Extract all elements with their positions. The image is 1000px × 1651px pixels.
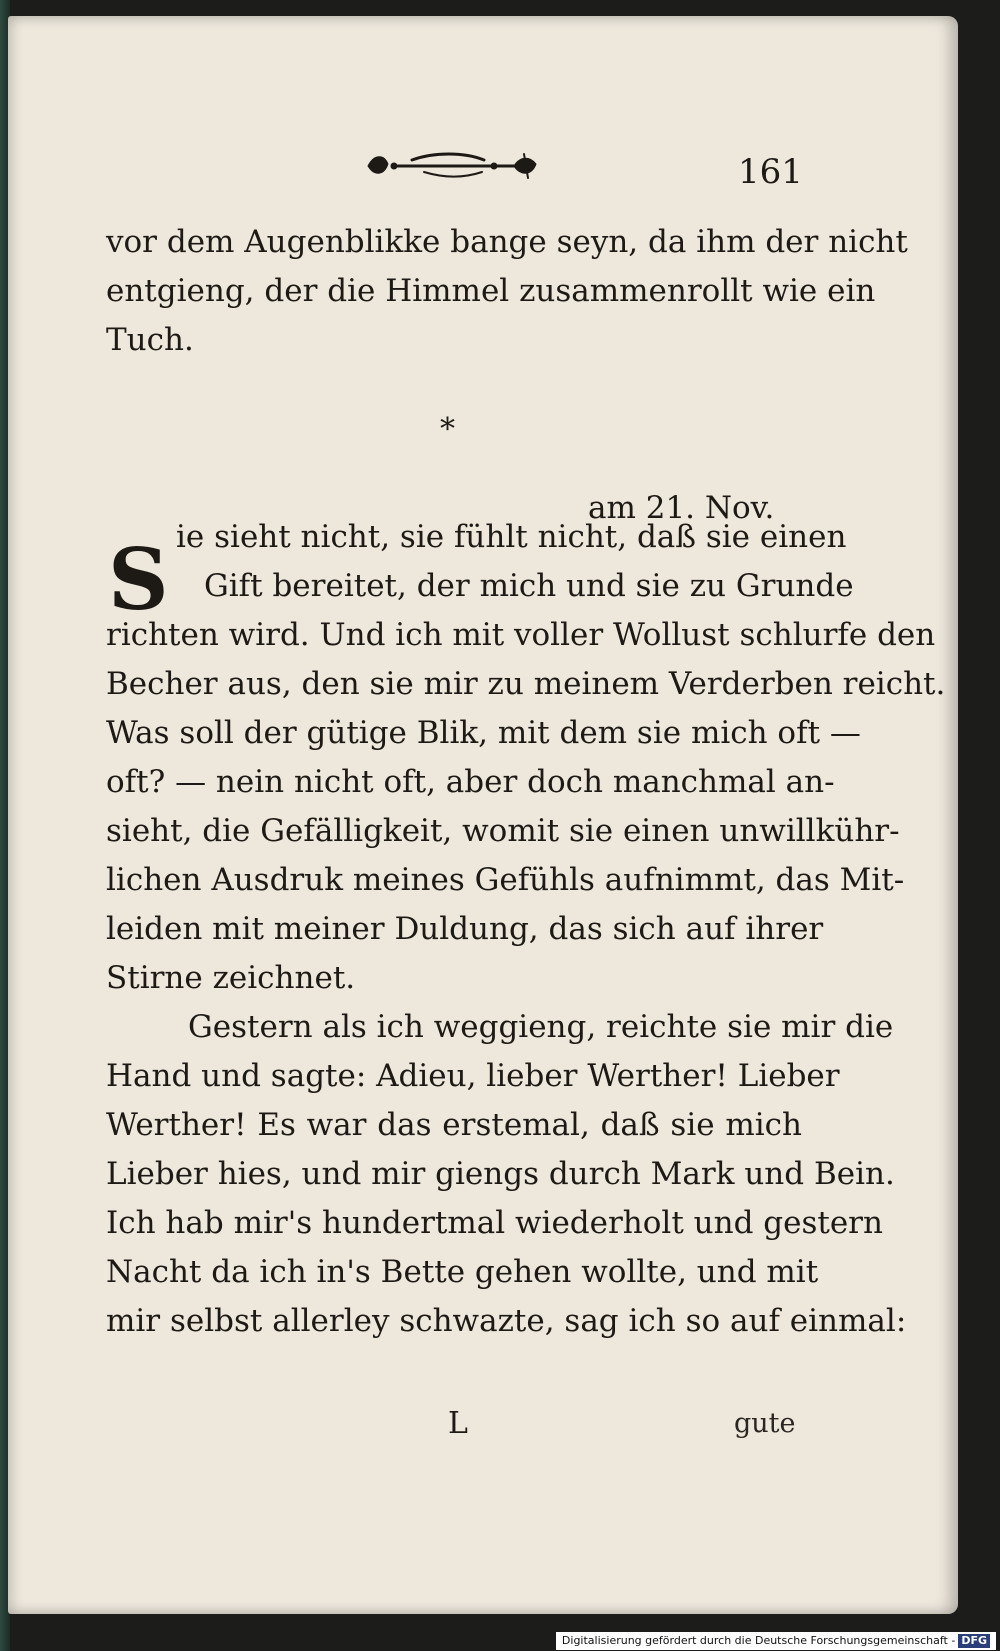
text-line: Lieber hies, und mir giengs durch Mark und Bein. — [106, 1156, 895, 1192]
text-line: richten wird. Und ich mit voller Wollust schlurfe den — [106, 617, 936, 653]
text-line: Hand und sagte: Adieu, lieber Werther! Lieber — [106, 1058, 840, 1094]
catchword: gute — [734, 1408, 796, 1439]
text-line: Tuch. — [106, 322, 194, 358]
text-line: oft? — nein nicht oft, aber doch manchmal an- — [106, 764, 835, 800]
text-line: Gestern als ich weggieng, reichte sie mir die — [188, 1009, 894, 1045]
signature-mark: L — [448, 1406, 468, 1441]
text-line: entgieng, der die Himmel zusammenrollt wie ein — [106, 273, 876, 309]
text-line: Gift bereitet, der mich und sie zu Grunde — [204, 568, 854, 604]
credit-text: Digitalisierung gefördert durch die Deutsche Forschungsgemeinschaft - — [561, 1634, 956, 1647]
dfg-logo: DFG — [958, 1634, 990, 1648]
digitization-credit — [556, 1632, 996, 1650]
text-line: Ich hab mir's hundertmal wiederholt und gestern — [106, 1205, 883, 1241]
ornament-icon — [364, 146, 544, 186]
page-number: 161 — [738, 152, 803, 192]
dateline: am 21. Nov. — [588, 490, 775, 526]
text-line: vor dem Augenblikke bange seyn, da ihm der nicht — [106, 224, 908, 260]
text-line: mir selbst allerley schwazte, sag ich so auf einmal: — [106, 1303, 907, 1339]
section-asterisk: * — [440, 412, 455, 447]
text-line: Was soll der gütige Blik, mit dem sie mich oft — — [106, 715, 861, 751]
text-line: Nacht da ich in's Bette gehen wollte, und mit — [106, 1254, 819, 1290]
text-line: Stirne zeichnet. — [106, 960, 356, 996]
text-line: leiden mit meiner Duldung, das sich auf ihrer — [106, 911, 824, 947]
text-line: sieht, die Gefälligkeit, womit sie einen unwillkühr- — [106, 813, 900, 849]
text-line: ie sieht nicht, sie fühlt nicht, daß sie einen — [176, 519, 847, 555]
drop-cap: S — [108, 530, 169, 629]
text-line: lichen Ausdruk meines Gefühls aufnimmt, das Mit- — [106, 862, 905, 898]
text-line: Becher aus, den sie mir zu meinem Verderben reicht. — [106, 666, 946, 702]
book-page — [8, 16, 958, 1614]
text-line: Werther! Es war das erstemal, daß sie mich — [106, 1107, 802, 1143]
